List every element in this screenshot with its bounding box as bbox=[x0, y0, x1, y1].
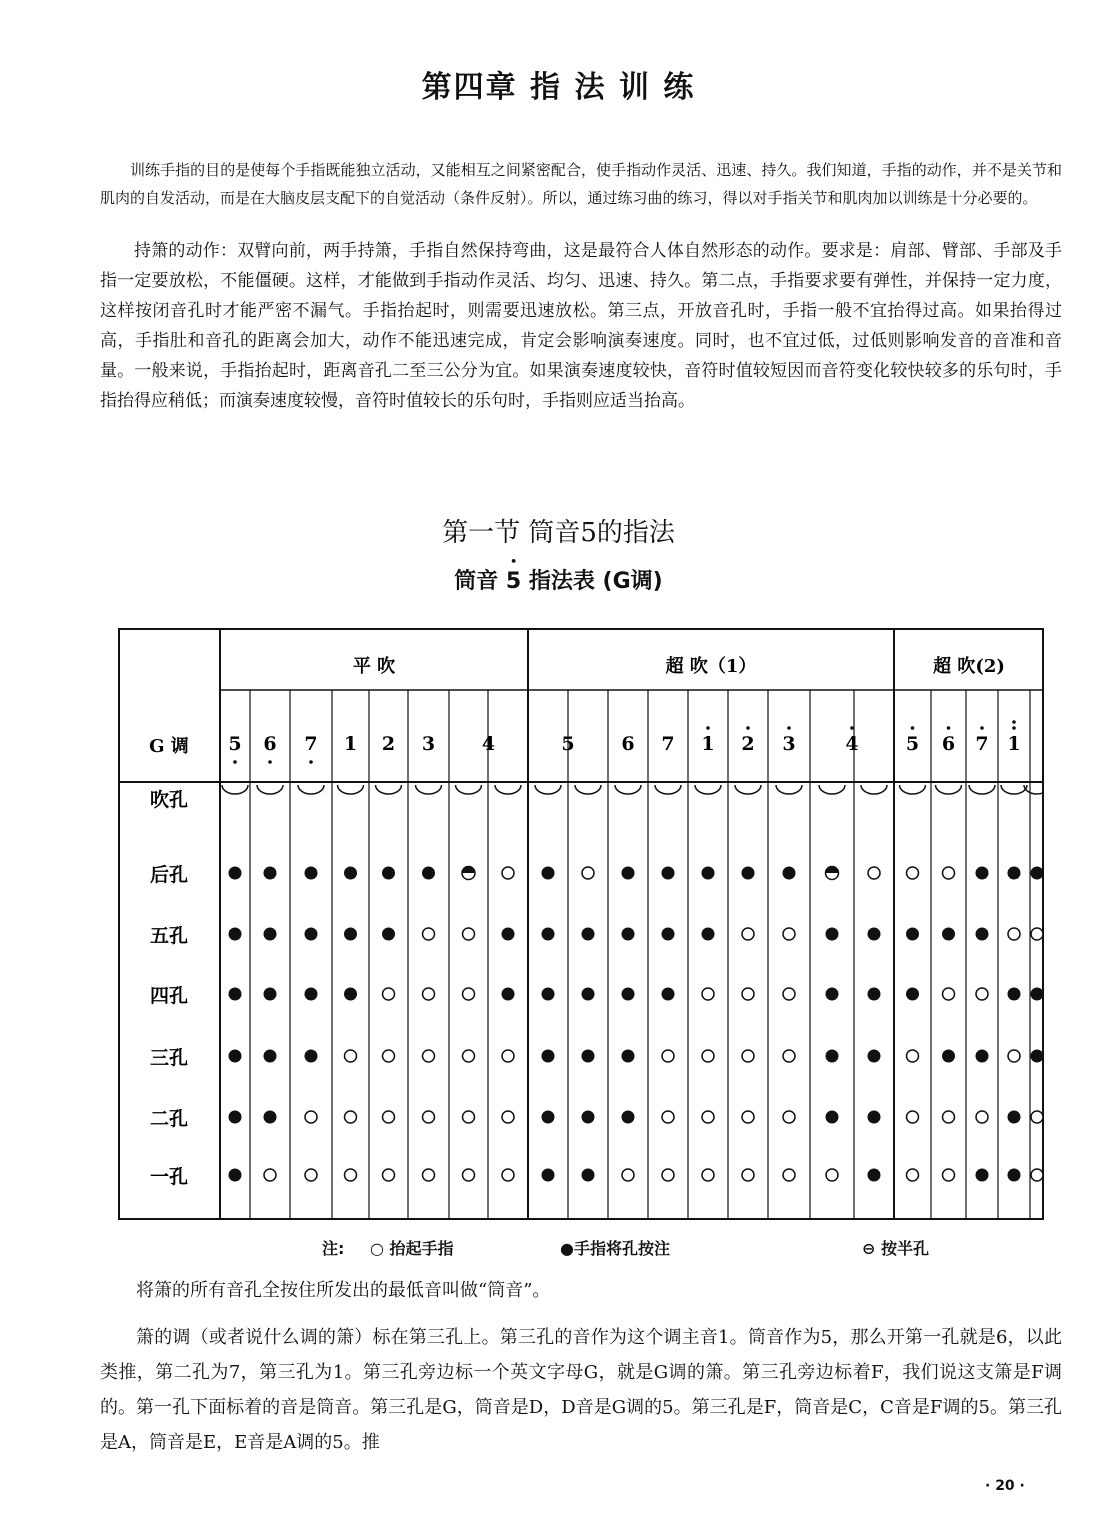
closed-hole bbox=[542, 867, 555, 880]
open-hole bbox=[383, 1169, 395, 1181]
open-hole bbox=[976, 1111, 988, 1123]
note-header-4: 4 bbox=[845, 733, 859, 755]
open-hole bbox=[423, 1111, 435, 1123]
closed-hole bbox=[229, 1111, 242, 1124]
closed-hole bbox=[229, 867, 242, 880]
closed-hole bbox=[264, 988, 277, 1001]
note-header-6: 6 bbox=[621, 733, 635, 755]
closed-hole bbox=[264, 867, 277, 880]
octave-dot-low bbox=[309, 760, 313, 764]
closed-hole bbox=[976, 1050, 989, 1063]
closed-hole bbox=[229, 1050, 242, 1063]
open-hole bbox=[383, 988, 395, 1000]
closed-hole bbox=[382, 928, 395, 941]
closed-hole bbox=[344, 867, 357, 880]
blow-hole-arc bbox=[257, 785, 283, 794]
legend-half: ⊖ 按半孔 bbox=[862, 1239, 929, 1258]
open-hole bbox=[783, 928, 795, 940]
open-hole bbox=[742, 1050, 754, 1062]
note-header-5: 5 bbox=[905, 733, 920, 755]
body-paragraph-2: 箫的调（或者说什么调的箫）标在第三孔上。第三孔的音作为这个调主音1。筒音作为5，那么开第一孔就是6，以此类推，第二孔为7，第三孔为1。第三孔旁边标一个英文字母G，就是G调的箫。第三孔旁边标着F，我们说这支箫是F调的。第一孔下面标着的音是筒音。第三孔是G，筒音是D，D音是G调的5。第三孔是F，筒音是C，C音是F调的5。第三孔是A，筒音是E，E音是A调的5。推 bbox=[100, 1327, 1062, 1453]
closed-hole bbox=[976, 928, 989, 941]
closed-hole bbox=[344, 988, 357, 1001]
closed-hole bbox=[305, 1050, 318, 1063]
note-header-2: 2 bbox=[381, 733, 396, 755]
note-header-3: 3 bbox=[421, 733, 436, 755]
table-title-suffix: 指法表 (G调) bbox=[521, 569, 663, 594]
group-label: 平 吹 bbox=[352, 656, 396, 677]
intro-paragraph: 训练手指的目的是使每个手指既能独立活动，又能相互之间紧密配合，使手指动作灵活、迅速、持久。我们知道，手指的动作，并不是关节和肌肉的自发活动，而是在大脑皮层支配下的自觉活动（条件反射）。所以，通过练习曲的练习，得以对手指关节和肌肉加以训练是十分必要的。 bbox=[100, 161, 1062, 207]
closed-hole bbox=[622, 867, 635, 880]
blow-hole-arc bbox=[575, 785, 601, 794]
closed-hole bbox=[264, 928, 277, 941]
open-hole bbox=[463, 988, 475, 1000]
closed-hole bbox=[783, 867, 796, 880]
closed-hole bbox=[662, 928, 675, 941]
closed-hole bbox=[976, 1169, 989, 1182]
open-hole bbox=[742, 1111, 754, 1123]
open-hole bbox=[423, 1169, 435, 1181]
open-hole bbox=[463, 1050, 475, 1062]
open-hole bbox=[943, 1169, 955, 1181]
closed-hole bbox=[305, 867, 318, 880]
open-hole bbox=[783, 1111, 795, 1123]
blow-hole-arc bbox=[900, 785, 926, 794]
closed-hole bbox=[662, 988, 675, 1001]
closed-hole bbox=[582, 1050, 595, 1063]
open-hole bbox=[662, 1050, 674, 1062]
closed-hole bbox=[622, 988, 635, 1001]
blow-hole-arc bbox=[861, 785, 887, 794]
open-hole bbox=[662, 1169, 674, 1181]
octave-dot-high bbox=[1012, 720, 1016, 724]
open-hole bbox=[783, 1050, 795, 1062]
closed-hole bbox=[868, 988, 881, 1001]
closed-hole bbox=[622, 1050, 635, 1063]
open-hole bbox=[943, 988, 955, 1000]
closed-hole bbox=[662, 867, 675, 880]
closed-hole bbox=[229, 928, 242, 941]
row-label: 后孔 bbox=[149, 864, 189, 886]
note-header-5: 5 bbox=[561, 733, 575, 755]
closed-hole bbox=[305, 928, 318, 941]
open-hole bbox=[345, 1169, 357, 1181]
closed-hole bbox=[1008, 1111, 1021, 1124]
table-border bbox=[119, 629, 1043, 1219]
octave-dot-high bbox=[1012, 726, 1016, 730]
closed-hole bbox=[1031, 867, 1044, 880]
octave-dot-high bbox=[980, 726, 984, 730]
open-hole bbox=[305, 1169, 317, 1181]
closed-hole bbox=[264, 1050, 277, 1063]
octave-dot: • bbox=[510, 555, 518, 568]
open-hole bbox=[622, 1169, 634, 1181]
open-hole bbox=[907, 867, 919, 879]
legend-closed: ●手指将孔按注 bbox=[560, 1239, 670, 1258]
blow-hole-arc bbox=[1001, 785, 1027, 794]
closed-hole bbox=[542, 1111, 555, 1124]
blow-hole-arc bbox=[819, 785, 845, 794]
open-hole bbox=[383, 1050, 395, 1062]
open-hole bbox=[702, 1050, 714, 1062]
closed-hole bbox=[622, 928, 635, 941]
open-hole bbox=[783, 988, 795, 1000]
octave-dot-low bbox=[233, 760, 237, 764]
open-hole bbox=[702, 1111, 714, 1123]
blow-hole-arc bbox=[655, 785, 681, 794]
closed-hole bbox=[906, 988, 919, 1001]
open-hole bbox=[264, 1169, 276, 1181]
note-header-4: 4 bbox=[481, 733, 496, 755]
closed-hole bbox=[826, 928, 839, 941]
closed-hole bbox=[422, 867, 435, 880]
closed-hole bbox=[702, 928, 715, 941]
octave-dot-high bbox=[850, 726, 854, 730]
octave-dot-high bbox=[746, 726, 750, 730]
open-hole bbox=[742, 988, 754, 1000]
blow-hole-arc bbox=[376, 785, 402, 794]
open-hole bbox=[463, 928, 475, 940]
group-label: 超 吹(2) bbox=[933, 656, 1005, 677]
closed-hole bbox=[702, 867, 715, 880]
legend bbox=[0, 1236, 1117, 1260]
table-title-note: 5 • bbox=[505, 555, 522, 594]
open-hole bbox=[907, 1111, 919, 1123]
open-hole bbox=[582, 867, 594, 879]
open-hole bbox=[423, 928, 435, 940]
closed-hole bbox=[502, 988, 515, 1001]
open-hole bbox=[345, 1050, 357, 1062]
closed-hole bbox=[942, 928, 955, 941]
closed-hole bbox=[582, 988, 595, 1001]
legend-open: ○ 抬起手指 bbox=[370, 1239, 454, 1258]
open-hole bbox=[943, 1111, 955, 1123]
note-header-7: 7 bbox=[304, 733, 318, 755]
closed-hole bbox=[542, 1050, 555, 1063]
note-header-7: 7 bbox=[975, 733, 989, 755]
open-hole bbox=[502, 1050, 514, 1062]
octave-dot-high bbox=[947, 726, 951, 730]
closed-hole bbox=[826, 1050, 839, 1063]
blow-hole-arc bbox=[495, 785, 521, 794]
open-hole bbox=[383, 1111, 395, 1123]
blow-hole-arc bbox=[535, 785, 561, 794]
blow-hole-arc bbox=[969, 785, 995, 794]
blow-hole-arc bbox=[615, 785, 641, 794]
closed-hole bbox=[229, 988, 242, 1001]
closed-hole bbox=[622, 1111, 635, 1124]
row-label: 三孔 bbox=[149, 1047, 189, 1069]
blow-hole-arc bbox=[416, 785, 442, 794]
open-hole bbox=[742, 928, 754, 940]
closed-hole bbox=[976, 867, 989, 880]
closed-hole bbox=[1008, 1169, 1021, 1182]
body-paragraph-1: 将箫的所有音孔全按住所发出的最低音叫做“筒音”。 bbox=[136, 1280, 551, 1301]
blow-hole-arc bbox=[222, 785, 248, 794]
closed-hole bbox=[1008, 867, 1021, 880]
page-number: · 20 · bbox=[985, 1478, 1025, 1494]
open-hole bbox=[826, 1169, 838, 1181]
closed-hole bbox=[1008, 988, 1021, 1001]
closed-hole bbox=[868, 1169, 881, 1182]
section-title: 第一节 筒音5的指法 bbox=[442, 518, 675, 548]
open-hole bbox=[1031, 1111, 1043, 1123]
open-hole bbox=[702, 988, 714, 1000]
closed-hole bbox=[826, 988, 839, 1001]
table-title bbox=[0, 555, 1117, 595]
open-hole bbox=[305, 1111, 317, 1123]
note-header-1: 1 bbox=[343, 733, 358, 755]
note-header-2: 2 bbox=[741, 733, 755, 755]
blow-hole-arc bbox=[338, 785, 364, 794]
open-hole bbox=[976, 988, 988, 1000]
blow-hole-arc bbox=[776, 785, 802, 794]
open-hole bbox=[502, 867, 514, 879]
blow-hole-arc bbox=[936, 785, 962, 794]
open-hole bbox=[742, 1169, 754, 1181]
closed-hole bbox=[542, 1169, 555, 1182]
blow-hole-arc bbox=[456, 785, 482, 794]
closed-hole bbox=[542, 988, 555, 1001]
open-hole bbox=[463, 1111, 475, 1123]
open-hole bbox=[1031, 1169, 1043, 1181]
note-header-3: 3 bbox=[782, 733, 796, 755]
closed-hole bbox=[382, 867, 395, 880]
key-label: G 调 bbox=[149, 736, 189, 757]
open-hole bbox=[345, 1111, 357, 1123]
closed-hole bbox=[868, 1050, 881, 1063]
closed-hole bbox=[906, 928, 919, 941]
row-label: 四孔 bbox=[149, 985, 189, 1007]
closed-hole bbox=[868, 928, 881, 941]
open-hole bbox=[662, 1111, 674, 1123]
open-hole bbox=[868, 867, 880, 879]
open-hole bbox=[907, 1050, 919, 1062]
closed-hole bbox=[502, 928, 515, 941]
octave-dot-high bbox=[911, 726, 915, 730]
closed-hole bbox=[264, 1111, 277, 1124]
blow-hole-arc bbox=[695, 785, 721, 794]
open-hole bbox=[502, 1111, 514, 1123]
note-header-6: 6 bbox=[263, 733, 277, 755]
chapter-title: 第四章 指 法 训 练 bbox=[421, 70, 696, 105]
closed-hole bbox=[1031, 988, 1044, 1001]
row-label: 二孔 bbox=[149, 1108, 189, 1130]
row-label: 五孔 bbox=[149, 925, 189, 947]
legend-note-label: 注: bbox=[322, 1239, 345, 1258]
octave-dot-high bbox=[706, 726, 710, 730]
open-hole bbox=[943, 867, 955, 879]
note-header-1: 1 bbox=[701, 733, 715, 755]
closed-hole bbox=[582, 1169, 595, 1182]
open-hole bbox=[783, 1169, 795, 1181]
group-label: 超 吹（1） bbox=[665, 656, 757, 677]
closed-hole bbox=[305, 988, 318, 1001]
open-hole bbox=[1031, 928, 1043, 940]
note-header-1: 1 bbox=[1007, 733, 1021, 755]
closed-hole bbox=[742, 867, 755, 880]
blow-hole-arc bbox=[298, 785, 324, 794]
open-hole bbox=[502, 1169, 514, 1181]
closed-hole bbox=[868, 1111, 881, 1124]
note-header-7: 7 bbox=[661, 733, 675, 755]
closed-hole bbox=[344, 928, 357, 941]
closed-hole bbox=[542, 928, 555, 941]
note-header-6: 6 bbox=[941, 733, 956, 755]
open-hole bbox=[1008, 928, 1020, 940]
octave-dot-high bbox=[787, 726, 791, 730]
closed-hole bbox=[942, 1050, 955, 1063]
open-hole bbox=[463, 1169, 475, 1181]
open-hole bbox=[423, 1050, 435, 1062]
open-hole bbox=[702, 1169, 714, 1181]
closed-hole bbox=[229, 1169, 242, 1182]
closed-hole bbox=[582, 928, 595, 941]
open-hole bbox=[907, 1169, 919, 1181]
holding-paragraph: 持箫的动作：双臂向前，两手持箫，手指自然保持弯曲，这是最符合人体自然形态的动作。要求是：肩部、臂部、手部及手指一定要放松，不能僵硬。这样，才能做到手指动作灵活、均匀、迅速、持久。第二点，手指要求要有弹性，并保持一定力度，这样按闭音孔时才能严密不漏气。手指抬起时，则需要迅速放松。第三点，开放音孔时，手指一般不宜抬得过高。如果抬得过高，手指肚和音孔的距离会加大，动作不能迅速完成，肯定会影响演奏速度。同时，也不宜过低，过低则影响发音的音准和音量。一般来说，手指抬起时，距离音孔二至三公分为宜。如果演奏速度较快，音符时值较短因而音符变化较快较多的乐句时，手指抬得应稍低；而演奏速度较慢，音符时值较长的乐句时，手指则应适当抬高。 bbox=[100, 241, 1062, 411]
octave-dot-low bbox=[268, 760, 272, 764]
table-title-prefix: 筒音 bbox=[454, 569, 506, 594]
note-header-5: 5 bbox=[228, 733, 242, 755]
fingering-table bbox=[118, 628, 1044, 1220]
open-hole bbox=[423, 988, 435, 1000]
row-label: 一孔 bbox=[149, 1166, 189, 1188]
closed-hole bbox=[582, 1111, 595, 1124]
blow-hole-arc bbox=[735, 785, 761, 794]
open-hole bbox=[1008, 1050, 1020, 1062]
closed-hole bbox=[826, 1111, 839, 1124]
closed-hole bbox=[1031, 1050, 1044, 1063]
row-label: 吹孔 bbox=[149, 789, 189, 811]
